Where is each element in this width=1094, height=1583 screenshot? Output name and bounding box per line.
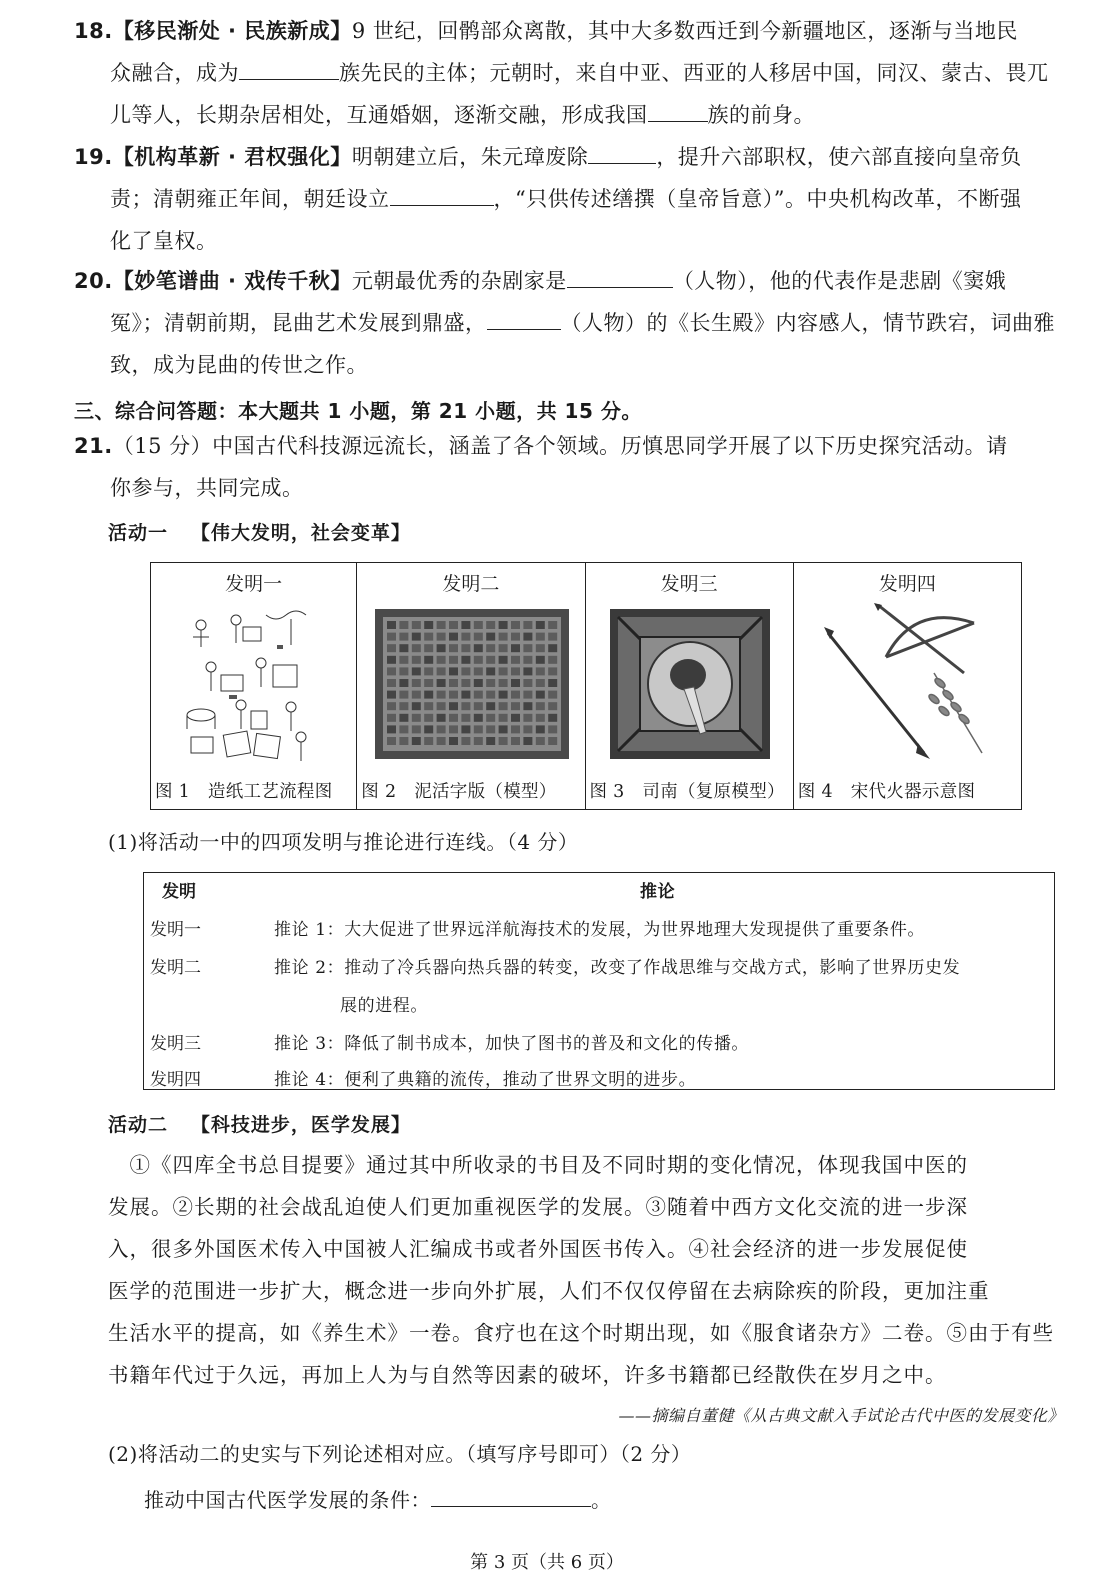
inference-text[interactable]: 推论 2：推动了冷兵器向热兵器的转变，改变了作战思维与交战方式，影响了世界历史发 (274, 958, 961, 978)
question-text: （人物），他的代表作是悲剧《窦娥 (672, 269, 1007, 293)
invention-label[interactable]: 发明二 (150, 958, 201, 978)
question-text: 儿等人，长期杂居相处，互通婚姻，逐渐交融，形成我国 (110, 103, 648, 127)
passage-line: 入，很多外国医术传入中国被人汇编成书或者外国医书传入。④社会经济的进一步发展促使 (108, 1237, 968, 1261)
activity-2-passage (108, 1144, 1063, 1396)
answer-blank[interactable] (567, 265, 673, 288)
prompt-text: 推动中国古代医学发展的条件： (144, 1488, 431, 1512)
invention-header: 发明一 (225, 573, 283, 595)
invention-caption: 图 4 宋代火器示意图 (797, 782, 976, 802)
prompt-end: 。 (591, 1488, 612, 1512)
question-19 (74, 136, 1064, 262)
question-20 (74, 260, 1064, 386)
question-text: 致，成为昆曲的传世之作。 (110, 353, 368, 377)
passage-line: 发展。②长期的社会战乱迫使人们更加重视医学的发展。③随着中西方文化交流的进一步深 (108, 1195, 968, 1219)
compass-sinan-illustration (610, 609, 770, 759)
answer-blank[interactable] (390, 183, 494, 206)
invention-image-table (150, 562, 1022, 810)
invention-header: 发明四 (878, 573, 936, 595)
sub-question-2: (2)将活动二的史实与下列论述相对应。（填写序号即可）（2 分） (108, 1442, 692, 1466)
section-heading: 三、综合问答题：本大题共 1 小题，第 21 小题，共 15 分。 (74, 399, 642, 423)
invention-inference-table (143, 872, 1055, 1090)
invention-cell-1 (151, 563, 357, 809)
invention-caption: 图 2 泥活字版（模型） (361, 782, 557, 802)
question-text: （人物）的《长生殿》内容感人，情节跌宕，词曲雅 (560, 311, 1055, 335)
activity-title: 【伟大发明，社会变革】 (190, 522, 411, 544)
question-18 (74, 10, 1064, 136)
question-text: ，提升六部职权，使六部直接向皇帝负 (656, 145, 1022, 169)
movable-type-board-illustration (375, 609, 569, 759)
answer-blank[interactable] (239, 57, 339, 80)
answer-blank[interactable] (588, 141, 656, 164)
question-number: 19. (74, 145, 113, 169)
passage-line: 生活水平的提高，如《养生术》一卷。食疗也在这个时期出现，如《服食诸杂方》二卷。⑤由于有些 (108, 1321, 1054, 1345)
invention-label[interactable]: 发明一 (150, 920, 201, 940)
inference-text: 展的进程。 (340, 996, 428, 1016)
inference-text[interactable]: 推论 1：大大促进了世界远洋航海技术的发展，为世界地理大发现提供了重要条件。 (274, 920, 926, 940)
activity-title: 【科技进步，医学发展】 (190, 1114, 411, 1136)
invention-cell-2 (357, 563, 585, 809)
invention-caption: 图 1 造纸工艺流程图 (155, 782, 333, 802)
question-text: 元朝最优秀的杂剧家是 (351, 269, 567, 293)
invention-label[interactable]: 发明四 (150, 1070, 201, 1090)
question-text: 族的前身。 (707, 103, 815, 127)
question-text: ，“只供传述缮撰（皇帝旨意）”。中央机构改革，不断强 (493, 187, 1022, 211)
question-tag: 【妙笔谱曲 · 戏传千秋】 (112, 269, 352, 293)
source-citation: ——摘编自董健《从古典文献入手试论古代中医的发展变化》 (618, 1406, 1064, 1425)
question-text: 9 世纪，回鹘部众离散，其中大多数西迁到今新疆地区，逐渐与当地民 (351, 19, 1018, 43)
invention-header: 发明二 (442, 573, 500, 595)
answer-blank[interactable] (487, 307, 561, 330)
column-header-invention: 发明 (162, 882, 196, 902)
activity-1-heading (108, 518, 411, 545)
question-tag: 【移民渐处 · 民族新成】 (112, 19, 352, 43)
passage-line: 书籍年代过于久远，再加上人为与自然等因素的破坏，许多书籍都已经散佚在岁月之中。 (108, 1363, 947, 1387)
question-text: 化了皇权。 (110, 229, 218, 253)
question-text: 你参与，共同完成。 (110, 476, 304, 500)
question-text: 族先民的主体；元朝时，来自中亚、西亚的人移居中国，同汉、蒙古、畏兀 (339, 61, 1049, 85)
question-21 (74, 425, 1064, 509)
question-number: 18. (74, 19, 113, 43)
page-footer: 第 3 页（共 6 页） (470, 1552, 624, 1573)
answer-blank[interactable] (648, 99, 708, 122)
invention-caption: 图 3 司南（复原模型） (589, 782, 785, 802)
papermaking-illustration (181, 605, 331, 765)
passage-line: ①《四库全书总目提要》通过其中所收录的书目及不同时期的变化情况，体现我国中医的 (108, 1153, 968, 1177)
activity-label: 活动二 (108, 1114, 169, 1136)
inference-text[interactable]: 推论 3：降低了制书成本，加快了图书的普及和文化的传播。 (274, 1034, 750, 1054)
activity-2-heading (108, 1110, 411, 1137)
inference-text[interactable]: 推论 4：便利了典籍的流传，推动了世界文明的进步。 (274, 1070, 697, 1090)
question-text: 冤》；清朝前期，昆曲艺术发展到鼎盛， (110, 311, 487, 335)
question-text: 明朝建立后，朱元璋废除 (351, 145, 589, 169)
invention-cell-3 (586, 563, 794, 809)
question-text: 众融合，成为 (110, 61, 239, 85)
question-number: 20. (74, 269, 113, 293)
question-text: 责；清朝雍正年间，朝廷设立 (110, 187, 390, 211)
answer-prompt (144, 1484, 612, 1513)
sub-question-1: (1)将活动一中的四项发明与推论进行连线。（4 分） (108, 830, 579, 854)
invention-cell-4 (794, 563, 1021, 809)
question-number: 21. (74, 434, 113, 458)
question-tag: 【机构革新 · 君权强化】 (112, 145, 352, 169)
invention-header: 发明三 (660, 573, 718, 595)
passage-line: 医学的范围进一步扩大，概念进一步向外扩展，人们不仅仅停留在去病除疾的阶段，更加注重 (108, 1279, 990, 1303)
invention-label[interactable]: 发明三 (150, 1034, 201, 1054)
question-text: （15 分）中国古代科技源远流长，涵盖了各个领域。历慎思同学开展了以下历史探究活动。请 (112, 434, 1008, 458)
fire-weapons-illustration (814, 603, 1004, 763)
answer-blank[interactable] (431, 1484, 591, 1507)
activity-label: 活动一 (108, 522, 169, 544)
column-header-inference: 推论 (640, 882, 676, 902)
